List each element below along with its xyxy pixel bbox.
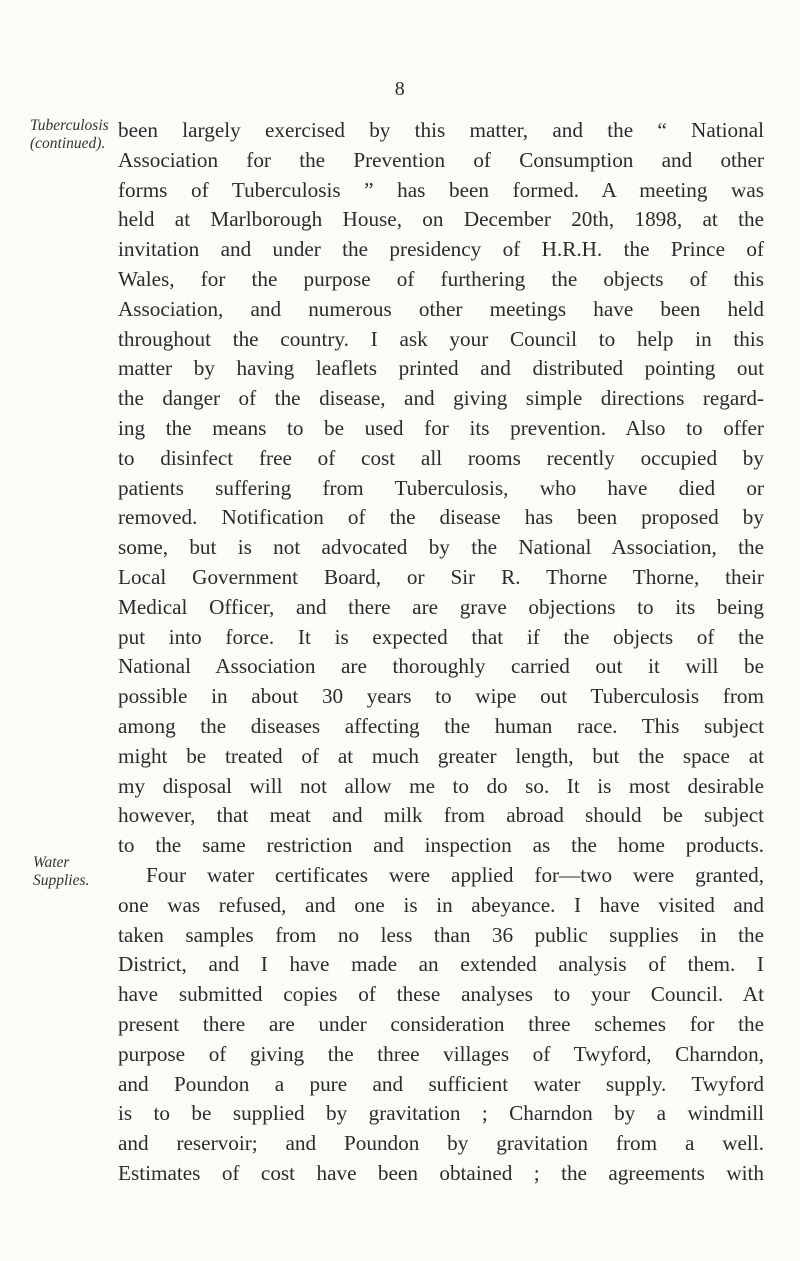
page-number: 8 — [394, 78, 406, 100]
text-line: Local Government Board, or Sir R. Thorne Thorne, their — [118, 564, 764, 589]
text-line: forms of Tuberculosis ” has been formed. A meeting was — [118, 177, 764, 202]
text-line: purpose of giving the three villages of Twyford, Charndon, — [118, 1041, 764, 1066]
text-line: one was refused, and one is in abeyance. I have visited and — [118, 892, 764, 917]
text-line: invitation and under the presidency of H.R.H. the Prince of — [118, 237, 764, 262]
margin-note-tuberculosis — [30, 117, 109, 153]
text-line: Four water certificates were applied for—two were granted, — [146, 862, 764, 887]
margin-note-line: Supplies. — [33, 872, 90, 889]
text-line: removed. Notification of the disease has been proposed by — [118, 505, 764, 530]
body-text — [118, 116, 764, 1189]
text-line: have submitted copies of these analyses to your Council. At — [118, 982, 764, 1007]
text-line: however, that meat and milk from abroad should be subject — [118, 803, 764, 828]
text-line: Medical Officer, and there are grave objections to its being — [118, 594, 764, 619]
text-line: held at Marlborough House, on December 20th, 1898, at the — [118, 207, 764, 232]
text-line: matter by having leaflets printed and distributed pointing out — [118, 356, 764, 381]
text-line: been largely exercised by this matter, and the “ National — [118, 118, 764, 142]
text-line: Association for the Prevention of Consumption and other — [118, 147, 764, 172]
text-line: ing the means to be used for its prevention. Also to offer — [118, 415, 764, 440]
margin-note-line: Tuberculosis — [30, 117, 109, 134]
text-line: Association, and numerous other meetings have been held — [118, 296, 764, 321]
text-line: patients suffering from Tuberculosis, who have died or — [118, 475, 764, 500]
text-line: is to be supplied by gravitation ; Charndon by a windmill — [118, 1101, 764, 1126]
text-line: District, and I have made an extended analysis of them. I — [118, 952, 764, 977]
text-line: and reservoir; and Poundon by gravitation from a well. — [118, 1131, 764, 1156]
text-line: possible in about 30 years to wipe out Tuberculosis from — [118, 684, 764, 709]
text-line: present there are under consideration three schemes for the — [118, 1011, 764, 1036]
margin-note-water-supplies — [33, 854, 89, 890]
text-line: to disinfect free of cost all rooms recently occupied by — [118, 445, 764, 470]
text-line: Wales, for the purpose of furthering the objects of this — [118, 266, 764, 291]
text-line: put into force. It is expected that if the objects of the — [118, 624, 764, 649]
text-line: and Poundon a pure and sufficient water supply. Twyford — [118, 1071, 764, 1096]
margin-note-line: Water — [33, 854, 70, 871]
text-line: my disposal will not allow me to do so. It is most desirable — [118, 773, 764, 798]
text-line: some, but is not advocated by the National Association, the — [118, 535, 764, 560]
margin-note-line: (continued). — [30, 135, 106, 152]
text-line: might be treated of at much greater length, but the space at — [118, 743, 764, 768]
text-line: among the diseases affecting the human race. This subject — [118, 713, 764, 738]
text-line: taken samples from no less than 36 public supplies in the — [118, 922, 764, 947]
text-line: National Association are thoroughly carried out it will be — [118, 654, 764, 679]
text-line: Estimates of cost have been obtained ; the agreements with — [118, 1160, 764, 1185]
text-line: throughout the country. I ask your Council to help in this — [118, 326, 764, 351]
text-line: to the same restriction and inspection as the home products. — [118, 833, 764, 858]
text-line: the danger of the disease, and giving simple directions regard- — [118, 386, 764, 411]
